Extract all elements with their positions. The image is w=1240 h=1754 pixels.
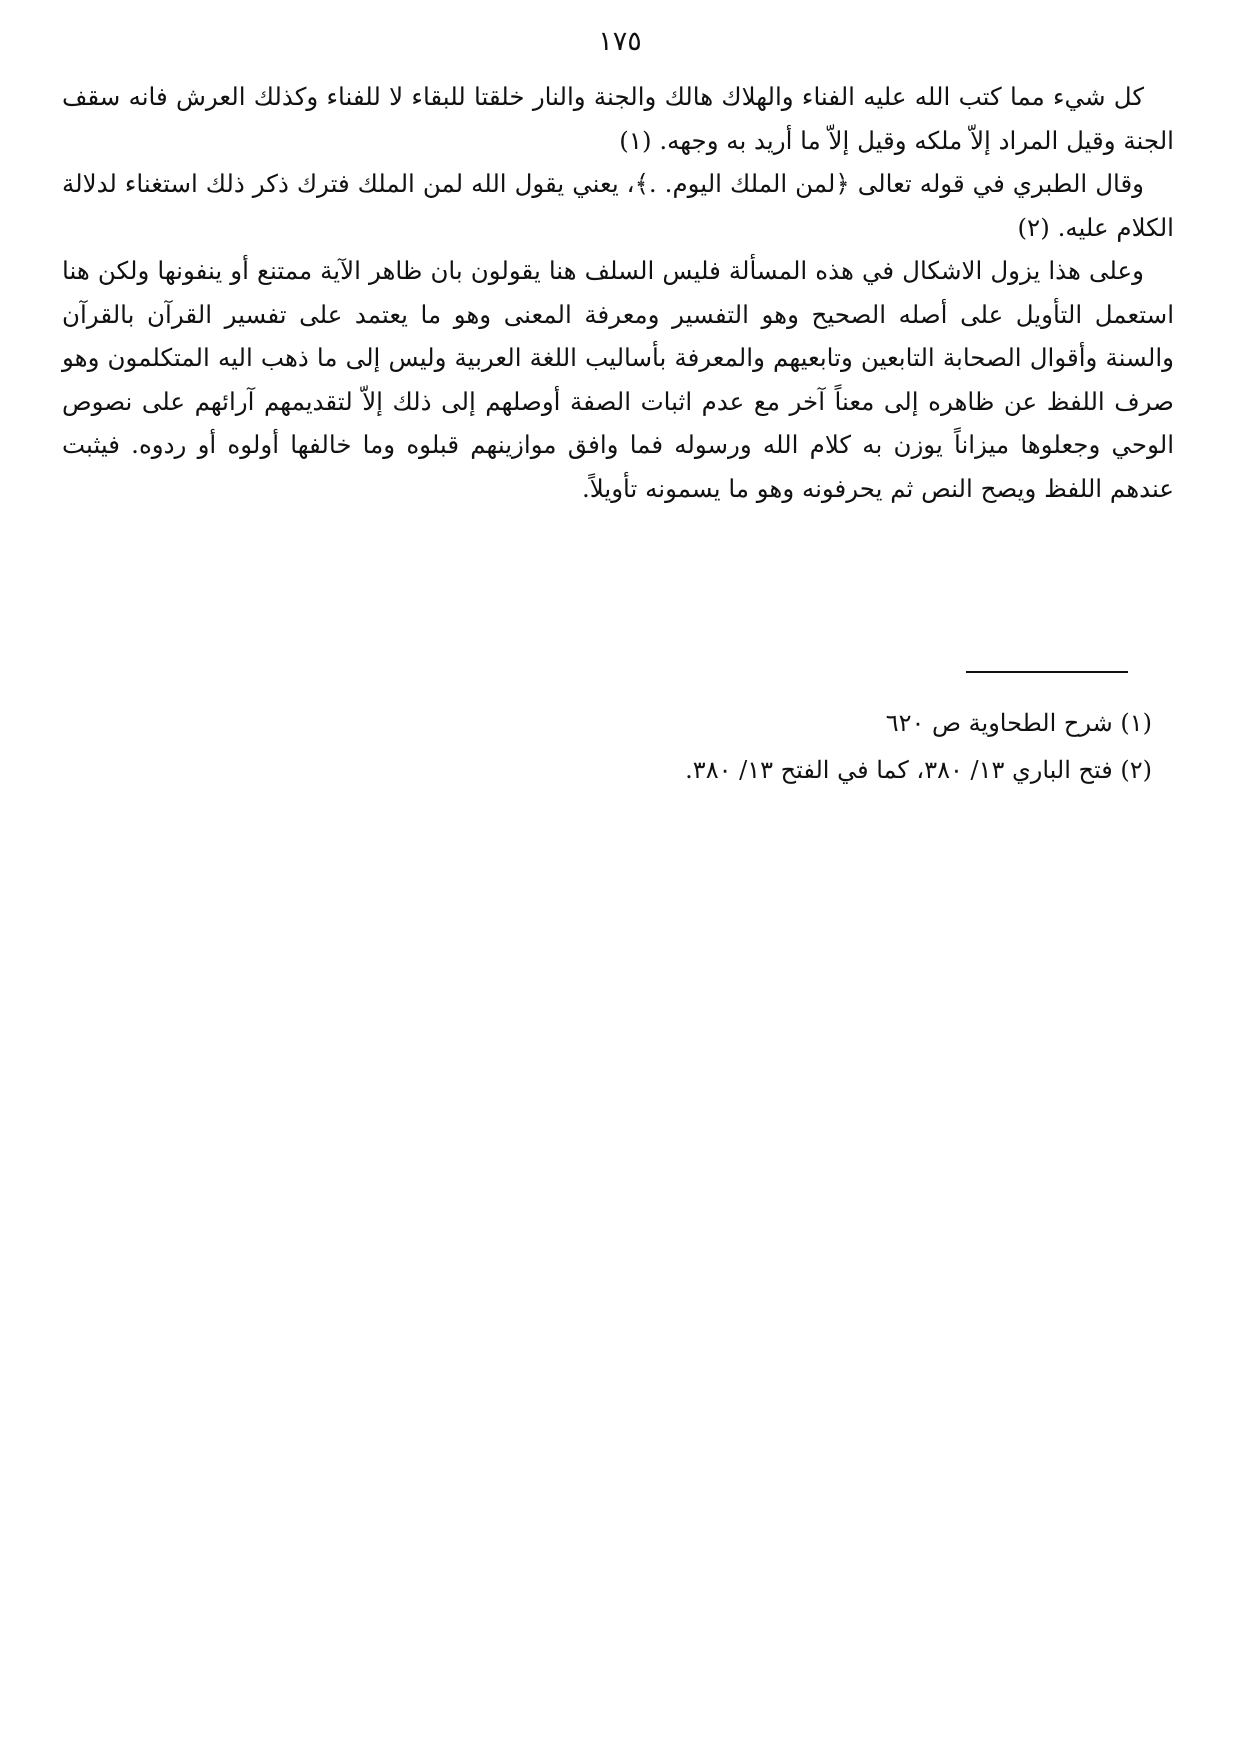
paragraph-1: كل شيء مما كتب الله عليه الفناء والهلاك هالك والجنة والنار خلقتا للبقاء لا للفناء وكذلك العرش فانه سقف الجنة وقيل المراد إلاّ ملكه وقيل إلاّ ما أريد به وجهه. (١) <box>62 82 1174 155</box>
footnote-divider <box>966 671 1128 673</box>
paragraph-3: وعلى هذا يزول الاشكال في هذه المسألة فليس السلف هنا يقولون بان ظاهر الآية ممتنع أو ينفونها ولكن هنا استعمل التأويل على أصله الصحيح وهو التفسير ومعرفة المعنى وهو ما يعتمد على تفسير القرآن بالقرآن والسنة وأقوال الصحابة التابعين وتابعيهم والمعرفة بأساليب اللغة العربية وليس إلى ما ذهب اليه المتكلمون وهو صرف اللفظ عن ظاهره إلى معناً آخر مع عدم اثبات الصفة أوصلهم إلى ذلك إلاّ لتقديمهم آرائهم على نصوص الوحي وجعلوها ميزاناً يوزن به كلام الله ورسوله فما وافق موازينهم قبلوه وما خالفها أولوه أو ردوه. فيثبت عندهم اللفظ ويصح النص ثم يحرفونه وهو ما يسمونه تأويلاً. <box>62 256 1174 503</box>
main-text <box>62 75 1174 510</box>
footnotes <box>62 700 1174 794</box>
page-number: ١٧٥ <box>598 26 642 57</box>
footnote-1: (١) شرح الطحاوية ص ٦٢٠ <box>885 709 1152 737</box>
paragraph-2: وقال الطبري في قوله تعالى ﴿لمن الملك اليوم. .﴾، يعني يقول الله لمن الملك فترك ذكر ذلك استغناء لدلالة الكلام عليه. (٢) <box>62 169 1174 242</box>
footnote-2: (٢) فتح الباري ١٣/ ٣٨٠، كما في الفتح ١٣/ ٣٨٠. <box>685 756 1152 784</box>
